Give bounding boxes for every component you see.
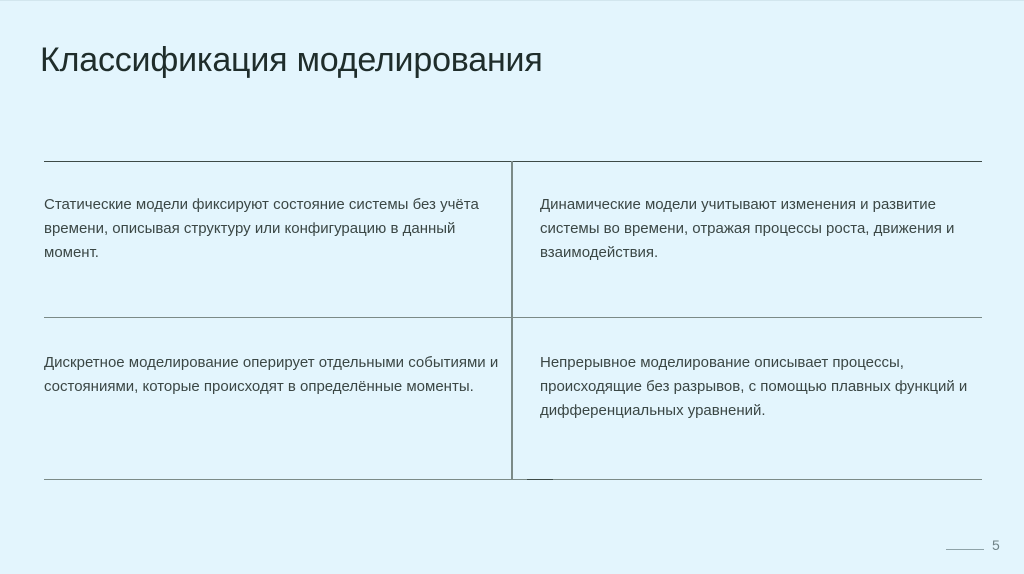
page-number: 5 (992, 537, 1000, 553)
divider-foot-mark (527, 479, 553, 480)
cell-continuous-modeling: Непрерывное моделирование описывает процессы, происходящие без разрывов, с помощью плавных функций и дифференциальных уравнений. (540, 354, 968, 419)
slide-title: Классификация моделирования (40, 41, 543, 79)
cell-discrete-modeling: Дискретное моделирование оперирует отдельными событиями и состояниями, которые происходят в определённые моменты. (44, 354, 499, 395)
cell-dynamic-models: Динамические модели учитывают изменения и развитие системы во времени, отражая процессы роста, движения и взаимодействия. (540, 196, 955, 261)
cell-static-models: Статические модели фиксируют состояние системы без учёта времени, описывая структуру или конфигурацию в данный момент. (44, 196, 479, 261)
table-middle-rule (44, 317, 982, 318)
table-bottom-rule (44, 479, 982, 480)
table-top-rule (44, 161, 982, 162)
footer-rule (946, 549, 984, 550)
table-column-divider (511, 161, 513, 479)
